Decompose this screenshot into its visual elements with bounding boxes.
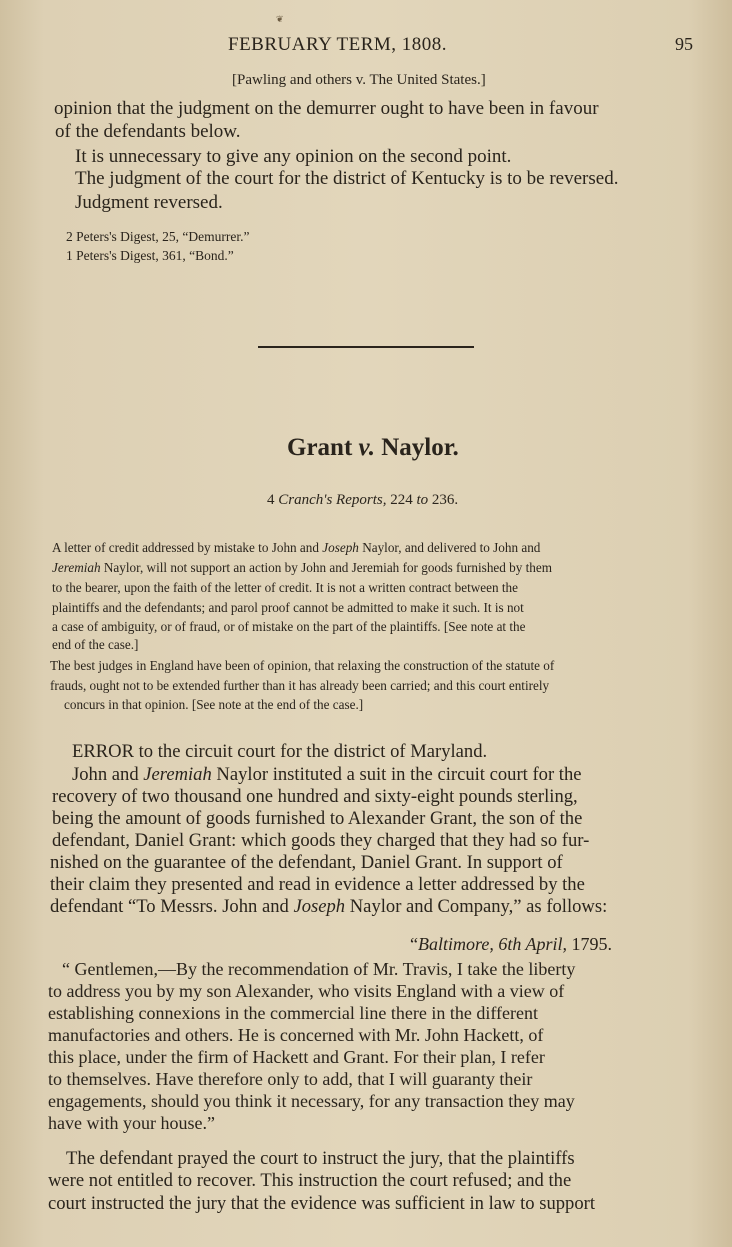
statement-line-8	[50, 896, 607, 918]
reports-start-page: 224	[386, 492, 417, 508]
reports-to: to	[416, 492, 429, 508]
statement-text: John and	[72, 764, 144, 785]
instruction-line-1: The defendant prayed the court to instruct the jury, that the plaintiffs	[66, 1148, 575, 1169]
opinion-line-5: Judgment reversed.	[75, 192, 223, 213]
letter-dateline	[410, 933, 612, 955]
page-number: 95	[675, 34, 693, 54]
statement-italic: Jeremiah	[143, 764, 212, 785]
headnote-1-line-3: to the bearer, upon the faith of the letter of credit. It is not a written contract between the	[52, 580, 518, 595]
running-case-reference: [Pawling and others v. The United States.]	[232, 72, 486, 88]
instruction-line-2: were not entitled to recover. This instruction the court refused; and the	[48, 1170, 572, 1191]
headnote-italic: Jeremiah	[52, 560, 101, 575]
headnote-2-line-1: The best judges in England have been of opinion, that relaxing the construction of the statute of	[50, 658, 555, 673]
case-title	[287, 434, 459, 462]
statement-text: defendant “To Messrs. John and	[50, 896, 294, 917]
headnote-2-line-2: frauds, ought not to be extended further than it has already been carried; and this court entirely	[50, 678, 550, 693]
letter-line-7: engagements, should you think it necessary, for any transaction they may	[48, 1091, 575, 1111]
statement-line-1: ERROR to the circuit court for the district of Maryland.	[72, 741, 488, 762]
headnote-1-line-4: plaintiffs and the defendants; and parol proof cannot be admitted to make it such. It is not	[52, 600, 524, 615]
letter-line-8: have with your house.”	[48, 1113, 215, 1133]
opinion-line-1: opinion that the judgment on the demurrer ought to have been in favour	[54, 98, 599, 119]
section-divider	[258, 346, 474, 348]
letter-line-2: to address you by my son Alexander, who visits England with a view of	[48, 981, 565, 1001]
case-title-plaintiff: Grant	[287, 434, 359, 461]
running-head: FEBRUARY TERM, 1808.	[228, 34, 448, 55]
instruction-line-3: court instructed the jury that the evidence was sufficient in law to support	[48, 1193, 595, 1214]
opinion-line-3: It is unnecessary to give any opinion on the second point.	[75, 146, 512, 167]
statement-text: Naylor instituted a suit in the circuit court for the	[211, 764, 582, 785]
headnote-1-line-2	[52, 558, 552, 577]
letter-place-date: Baltimore, 6th April,	[418, 934, 568, 954]
headnote-italic: Joseph	[322, 540, 359, 555]
headnote-text: Naylor, and delivered to John and	[358, 540, 541, 555]
statement-line-2	[72, 764, 582, 786]
opinion-line-4: The judgment of the court for the district of Kentucky is to be reversed.	[75, 168, 619, 189]
case-title-defendant: Naylor.	[374, 434, 459, 461]
letter-line-5: this place, under the firm of Hackett and Grant. For their plan, I refer	[48, 1047, 545, 1067]
letter-line-4: manufactories and others. He is concerned with Mr. John Hackett, of	[48, 1025, 544, 1045]
reports-citation	[267, 492, 458, 509]
headnote-text: Naylor, will not support an action by John and Jeremiah for goods furnished by them	[100, 560, 553, 575]
statement-line-4: being the amount of goods furnished to Alexander Grant, the son of the	[52, 808, 583, 829]
statement-text: Naylor and Company,” as follows:	[345, 896, 608, 917]
statement-italic: Joseph	[293, 896, 346, 917]
letter-line-3: establishing connexions in the commercial line there in the different	[48, 1003, 539, 1023]
citation-1: 2 Peters's Digest, 25, “Demurrer.”	[66, 229, 250, 244]
opinion-line-2: of the defendants below.	[55, 121, 241, 142]
letter-line-1: “ Gentlemen,—By the recommendation of Mr. Travis, I take the liberty	[62, 959, 576, 979]
headnote-2-line-3: concurs in that opinion. [See note at the end of the case.]	[64, 697, 364, 712]
reports-volume: 4	[267, 492, 279, 508]
statement-line-3: recovery of two thousand one hundred and sixty-eight pounds sterling,	[52, 786, 578, 807]
reports-name: Cranch's Reports,	[278, 492, 387, 508]
reports-end-page: 236.	[428, 492, 459, 508]
ornament-mark: ❦	[276, 14, 284, 24]
headnote-1-line-6: end of the case.]	[52, 637, 139, 652]
statement-line-7: their claim they presented and read in evidence a letter addressed by the	[50, 874, 585, 895]
statement-line-6: nished on the guarantee of the defendant, Daniel Grant. In support of	[50, 852, 563, 873]
headnote-1-line-5: a case of ambiguity, or of fraud, or of mistake on the part of the plaintiffs. [See note at the	[52, 619, 526, 634]
letter-line-6: to themselves. Have therefore only to add, that I will guaranty their	[48, 1069, 533, 1089]
headnote-text: A letter of credit addressed by mistake to John and	[52, 540, 323, 555]
letter-year: 1795.	[567, 934, 613, 954]
statement-line-5: defendant, Daniel Grant: which goods they charged that they had so fur-	[52, 830, 590, 851]
citation-2: 1 Peters's Digest, 361, “Bond.”	[66, 248, 234, 263]
letter-quote: “	[410, 934, 418, 954]
headnote-1-line-1	[52, 538, 540, 557]
case-title-versus: v.	[358, 434, 375, 461]
